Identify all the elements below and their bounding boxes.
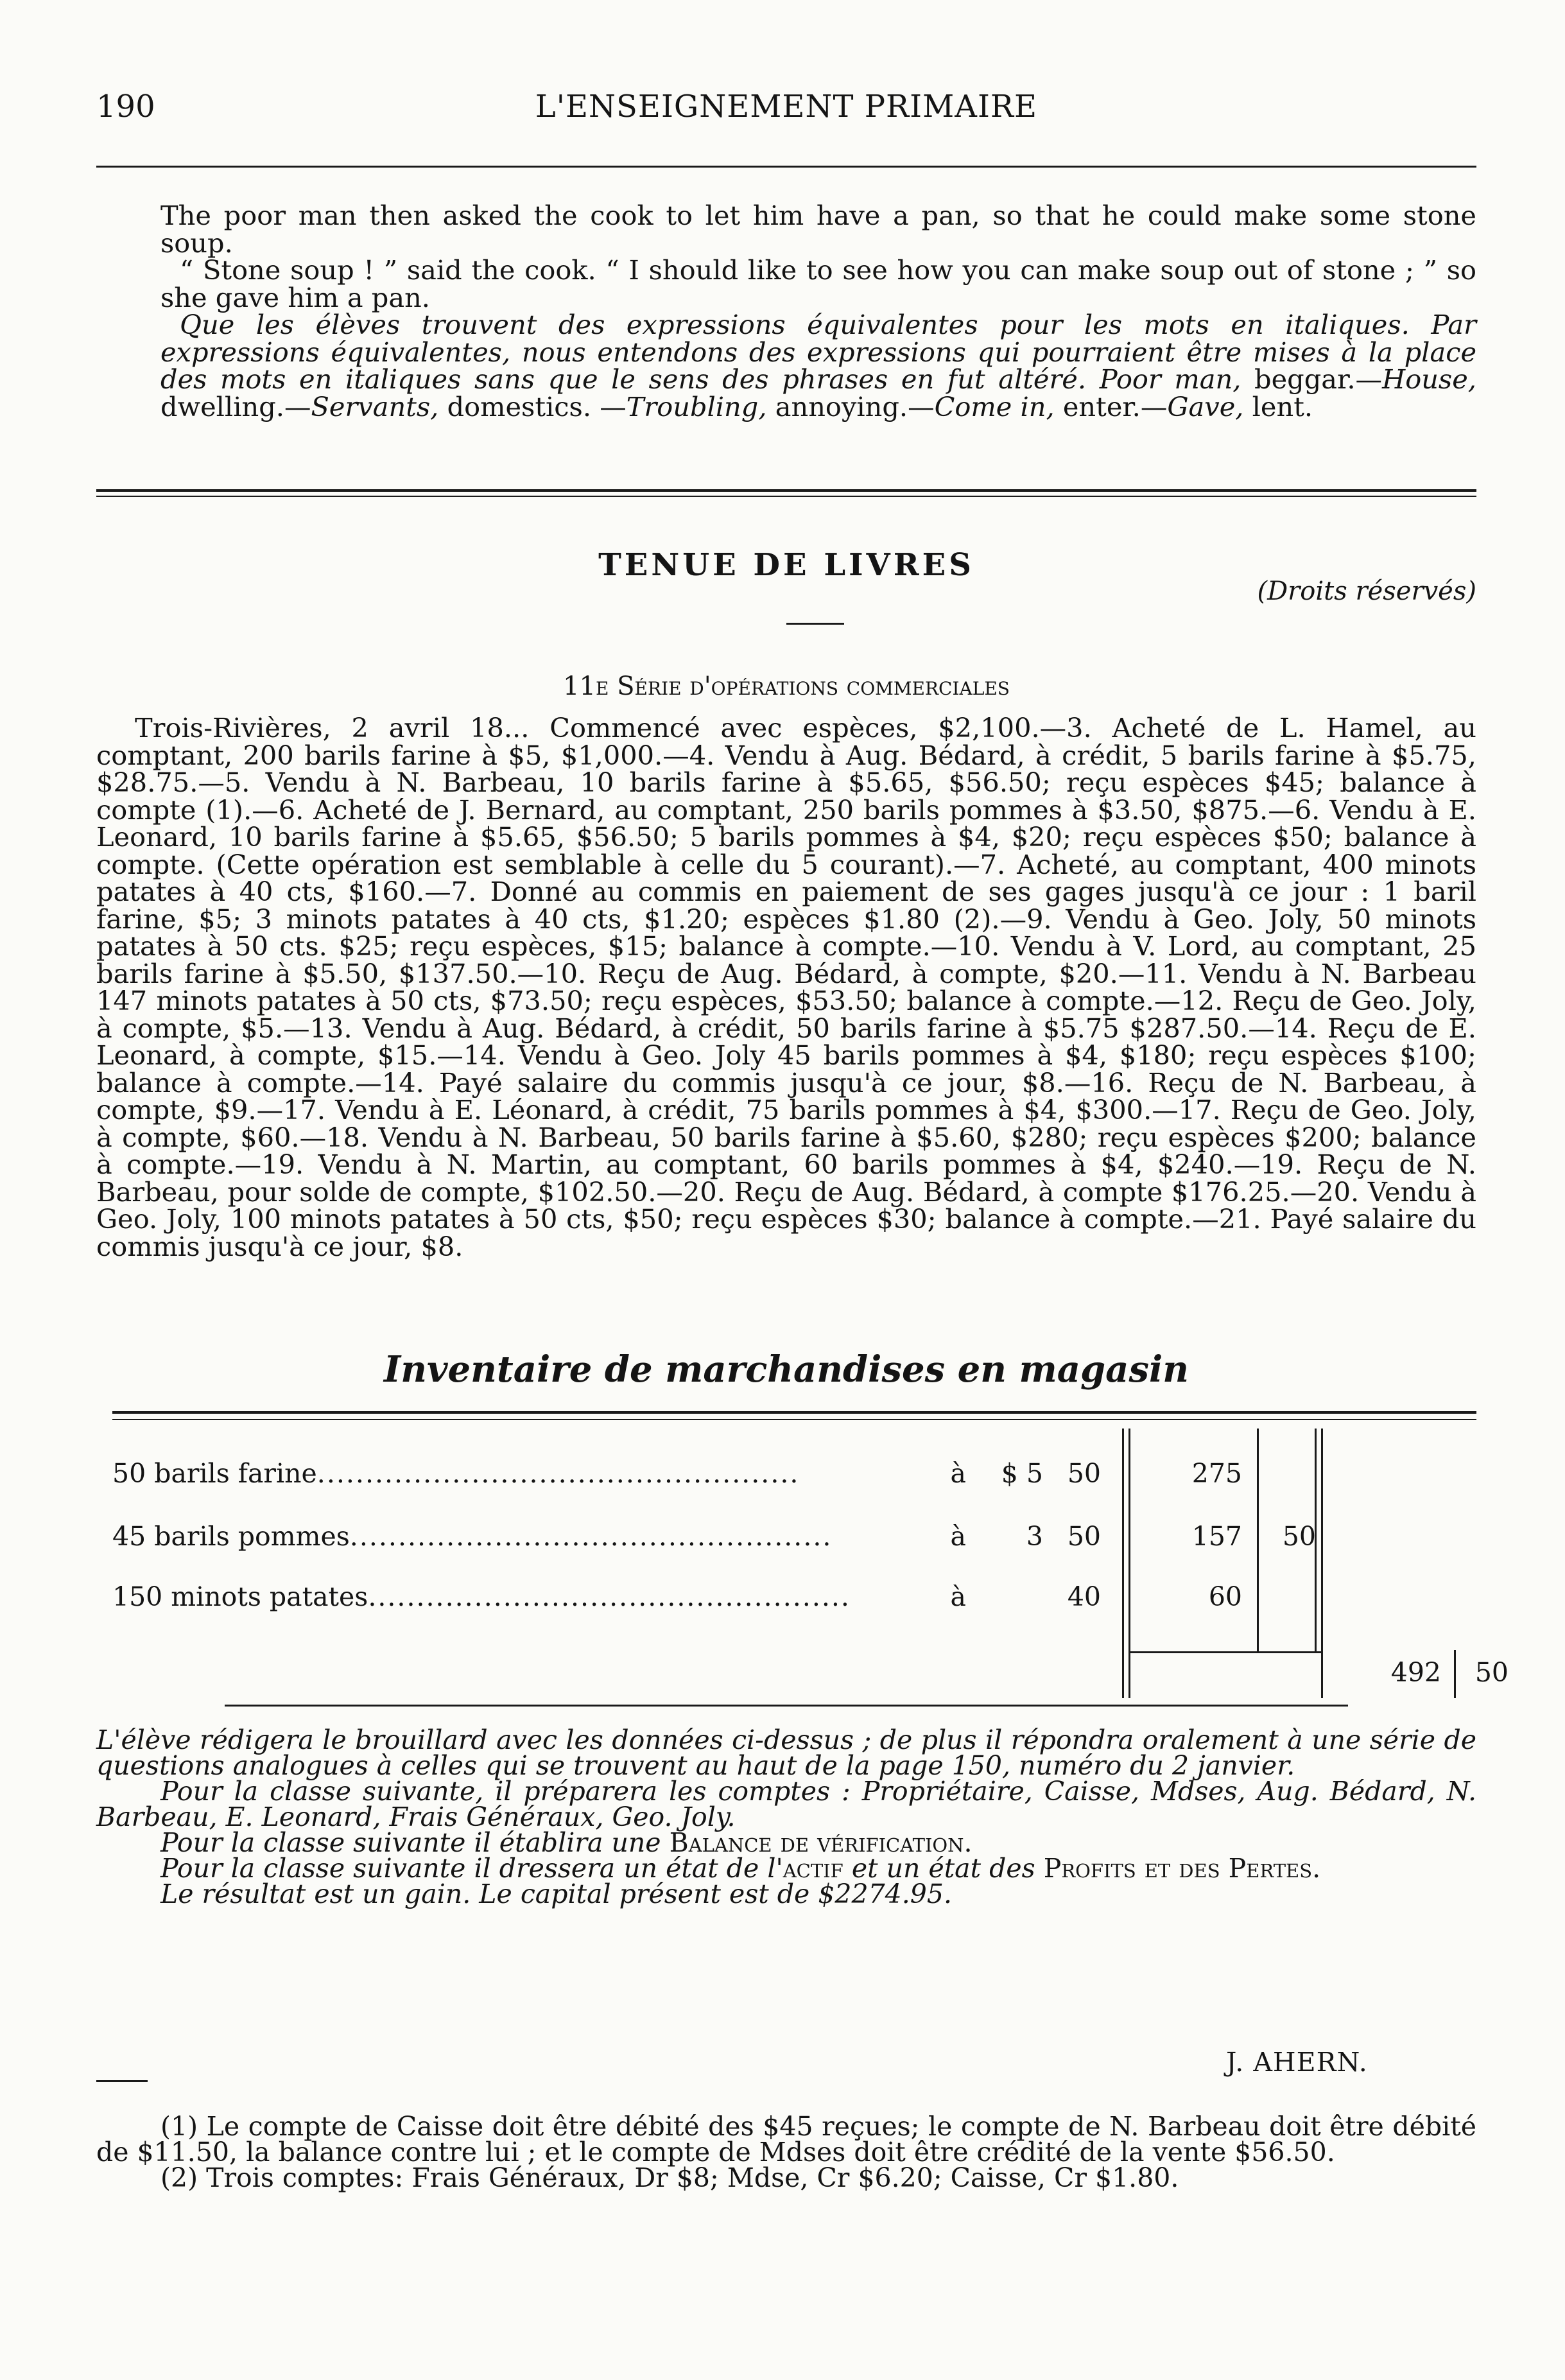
item-name: 50 barils farine bbox=[112, 1458, 317, 1489]
page bbox=[96, 0, 1509, 2380]
running-title: L'ENSEIGNEMENT PRIMAIRE bbox=[535, 89, 1038, 125]
amount-dollars: 157 bbox=[1191, 1521, 1242, 1552]
inventory-rule-top-2 bbox=[112, 1419, 1476, 1420]
exercise-block bbox=[160, 202, 1476, 421]
exercise-line-1: The poor man then asked the cook to let him have a pan, so that he could make some stone soup. bbox=[160, 200, 1476, 259]
instruction-4: Pour la classe suivante il dressera un état de l'actif et un état des Profits et des Pertes. bbox=[160, 1853, 1321, 1884]
instruction-2: Pour la classe suivante, il préparera les comptes : Propriétaire, Caisse, Mdses, Aug. Bédard, N. Barbeau, E. Leonard, Frais Généraux, Geo. Joly. bbox=[96, 1776, 1476, 1832]
unit-price-cents: 50 bbox=[1067, 1458, 1101, 1489]
rights-reserved: (Droits réservés) bbox=[1257, 577, 1476, 606]
total-cents: 50 bbox=[1474, 1657, 1509, 1688]
instruction-text: Que les élèves trouvent des expressions équivalentes pour les mots en italiques. Par expressions équivalentes, nous entendons des expressions qui pourraient être mises à la place des mots en italiques sans que le sens des phrases en fut altéré. bbox=[160, 309, 1476, 395]
operations-block bbox=[96, 712, 1476, 1262]
subtotal-rule bbox=[1128, 1651, 1321, 1653]
answer-5: Come in, enter. bbox=[934, 390, 1141, 422]
unit-price-dollars: 3 bbox=[1026, 1521, 1043, 1552]
section-rule-bottom bbox=[96, 496, 1476, 497]
exercise-line-2: “ Stone soup ! ” said the cook. “ I should like to see how you can make soup out of stone ; ” so she gave him a pan. bbox=[160, 254, 1476, 313]
instruction-1: L'élève rédigera le brouillard avec les données ci-dessus ; de plus il répondra oralement à une série de questions analogues à celles qui se trouvent au haut de la page 150, numéro du 2 janvier. bbox=[96, 1724, 1476, 1781]
title-short-rule bbox=[786, 623, 844, 625]
inventory-title: Inventaire de marchandises en magasin bbox=[384, 1348, 1189, 1391]
page-header bbox=[96, 89, 1476, 134]
inventory-row: 50 barils farine.................................................. à $ 5 50 275 bbox=[112, 1458, 1242, 1489]
section-rule-top bbox=[96, 489, 1476, 492]
inventory-row: 150 minots patates.................................................. à 40 60 bbox=[112, 1581, 1242, 1612]
answer-3: Servants, domestics. bbox=[311, 390, 592, 422]
amount-dollars: 60 bbox=[1208, 1581, 1242, 1612]
unit-price-cents: 50 bbox=[1067, 1521, 1101, 1552]
instructions-block bbox=[96, 1724, 1476, 1909]
item-name: 45 barils pommes bbox=[112, 1521, 350, 1552]
total-dollars: 492 bbox=[1390, 1657, 1441, 1688]
instructions-rule bbox=[225, 1705, 1348, 1707]
page-number: 190 bbox=[96, 89, 155, 125]
answer-1: Poor man, beggar. bbox=[1099, 363, 1356, 395]
exercise-instruction: Que les élèves trouvent des expressions équivalentes pour les mots en italiques. Par expressions équivalentes, nous entendons des expressions qui pourraient être mises à la place des mots en italiques sans que le sens des phrases en fut altéré. Poor man, beggar.—House, dwelling.—Servants, domestics. —Troubling, annoying.—Come in, enter.—Gave, lent. bbox=[160, 309, 1476, 422]
answer-2: House, dwelling. bbox=[160, 363, 1476, 422]
inventory-row: 45 barils pommes.................................................. à 3 50 157 50 bbox=[112, 1521, 1316, 1552]
item-name: 150 minots patates bbox=[112, 1581, 368, 1612]
amount-cents: 50 bbox=[1282, 1521, 1316, 1552]
header-rule bbox=[96, 166, 1476, 168]
instruction-5: Le résultat est un gain. Le capital présent est de $2274.95. bbox=[160, 1879, 953, 1909]
author-signature: J. AHERN. bbox=[1226, 2047, 1368, 2078]
item-at: à bbox=[950, 1458, 966, 1489]
section-title: TENUE DE LIVRES bbox=[598, 547, 974, 583]
instruction-3: Pour la classe suivante il établira une Balance de vérification. bbox=[160, 1827, 973, 1858]
unit-price-cents: 40 bbox=[1067, 1581, 1101, 1612]
answer-6: Gave, lent. bbox=[1167, 390, 1313, 422]
operations-text: Trois-Rivières, 2 avril 18... Commencé avec espèces, $2,100.—3. Acheté de L. Hamel, au comptant, 200 barils farine à $5, $1,000.—4. Vendu à Aug. Bédard, à crédit, 5 barils farine à $5.75, $28.75.—5. Vendu à N. Barbeau, 10 barils farine à $5.65, $56.50; reçu espèces $45; balance à compte (1).—6. Acheté de J. Bernard, au comptant, 250 barils pommes à $3.50, $875.—6. Vendu à E. Leonard, 10 barils farine à $5.65, $56.50; 5 barils pommes à $4, $20; reçu espèces $50; balance à compte. (Cette opération est semblable à celle du 5 courant).—7. Acheté, au comptant, 400 minots patates à 40 cts, $160.—7. Donné au commis en paiement de ses gages jusqu'à ce jour : 1 baril farine, $5; 3 minots patates à 40 cts, $1.20; espèces $1.80 (2).—9. Vendu à Geo. Joly, 50 minots patates à 50 cts. $25; reçu espèces, $15; balance à compte.—10. Vendu à V. Lord, au comptant, 25 barils farine à $5.50, $137.50.—10. Reçu de Aug. Bédard, à compte, $20.—11. Vendu à N. Barbeau 147 minots patates à 50 cts, $73.50; reçu espèces, $53.50; balance à compte.—12. Reçu de Geo. Joly, à compte, $5.—13. Vendu à Aug. Bédard, à crédit, 50 barils farine à $5.75 $287.50.—14. Reçu de E. Leonard, à compte, $15.—14. Vendu à Geo. Joly 45 barils pommes à $4, $180; reçu espèces $100; balance à compte.—14. Payé salaire du commis jusqu'à ce jour, $8.—16. Reçu de N. Barbeau, à compte, $9.—17. Vendu à E. Léonard, à crédit, 75 barils pommes à $4, $300.—17. Reçu de Geo. Joly, à compte, $60.—18. Vendu à N. Barbeau, 50 barils farine à $5.60, $280; reçu espèces $200; balance à compte.—19. Vendu à N. Martin, au comptant, 60 barils pommes à $4, $240.—19. Reçu de N. Barbeau, pour solde de compte, $102.50.—20. Reçu de Aug. Bédard, à compte $176.25.—20. Vendu à Geo. Joly, 100 minots patates à 50 cts, $50; reçu espèces $30; balance à compte.—21. Payé salaire du commis jusqu'à ce jour, $8. bbox=[96, 712, 1476, 1262]
item-at: à bbox=[950, 1521, 966, 1552]
inventory-rule-top bbox=[112, 1411, 1476, 1414]
amount-dollars: 275 bbox=[1191, 1458, 1242, 1489]
footnote-2: (2) Trois comptes: Frais Généraux, Dr $8; Mdse, Cr $6.20; Caisse, Cr $1.80. bbox=[160, 2162, 1179, 2193]
unit-price-dollars: $ 5 bbox=[1001, 1458, 1043, 1489]
footnote-1: (1) Le compte de Caisse doit être débité des $45 reçues; le compte de N. Barbeau doit être débité de $11.50, la balance contre lui ; et le compte de Mdses doit être crédité de la vente $56.50. bbox=[96, 2111, 1476, 2167]
operations-series-title: 11e Série d'opérations commerciales bbox=[563, 672, 1010, 701]
answer-4: Troubling, annoying. bbox=[626, 390, 908, 422]
footnotes-block bbox=[96, 2111, 1476, 2193]
inventory-total-row bbox=[112, 1656, 1509, 1689]
footnote-rule bbox=[96, 2080, 148, 2082]
item-at: à bbox=[950, 1581, 966, 1612]
